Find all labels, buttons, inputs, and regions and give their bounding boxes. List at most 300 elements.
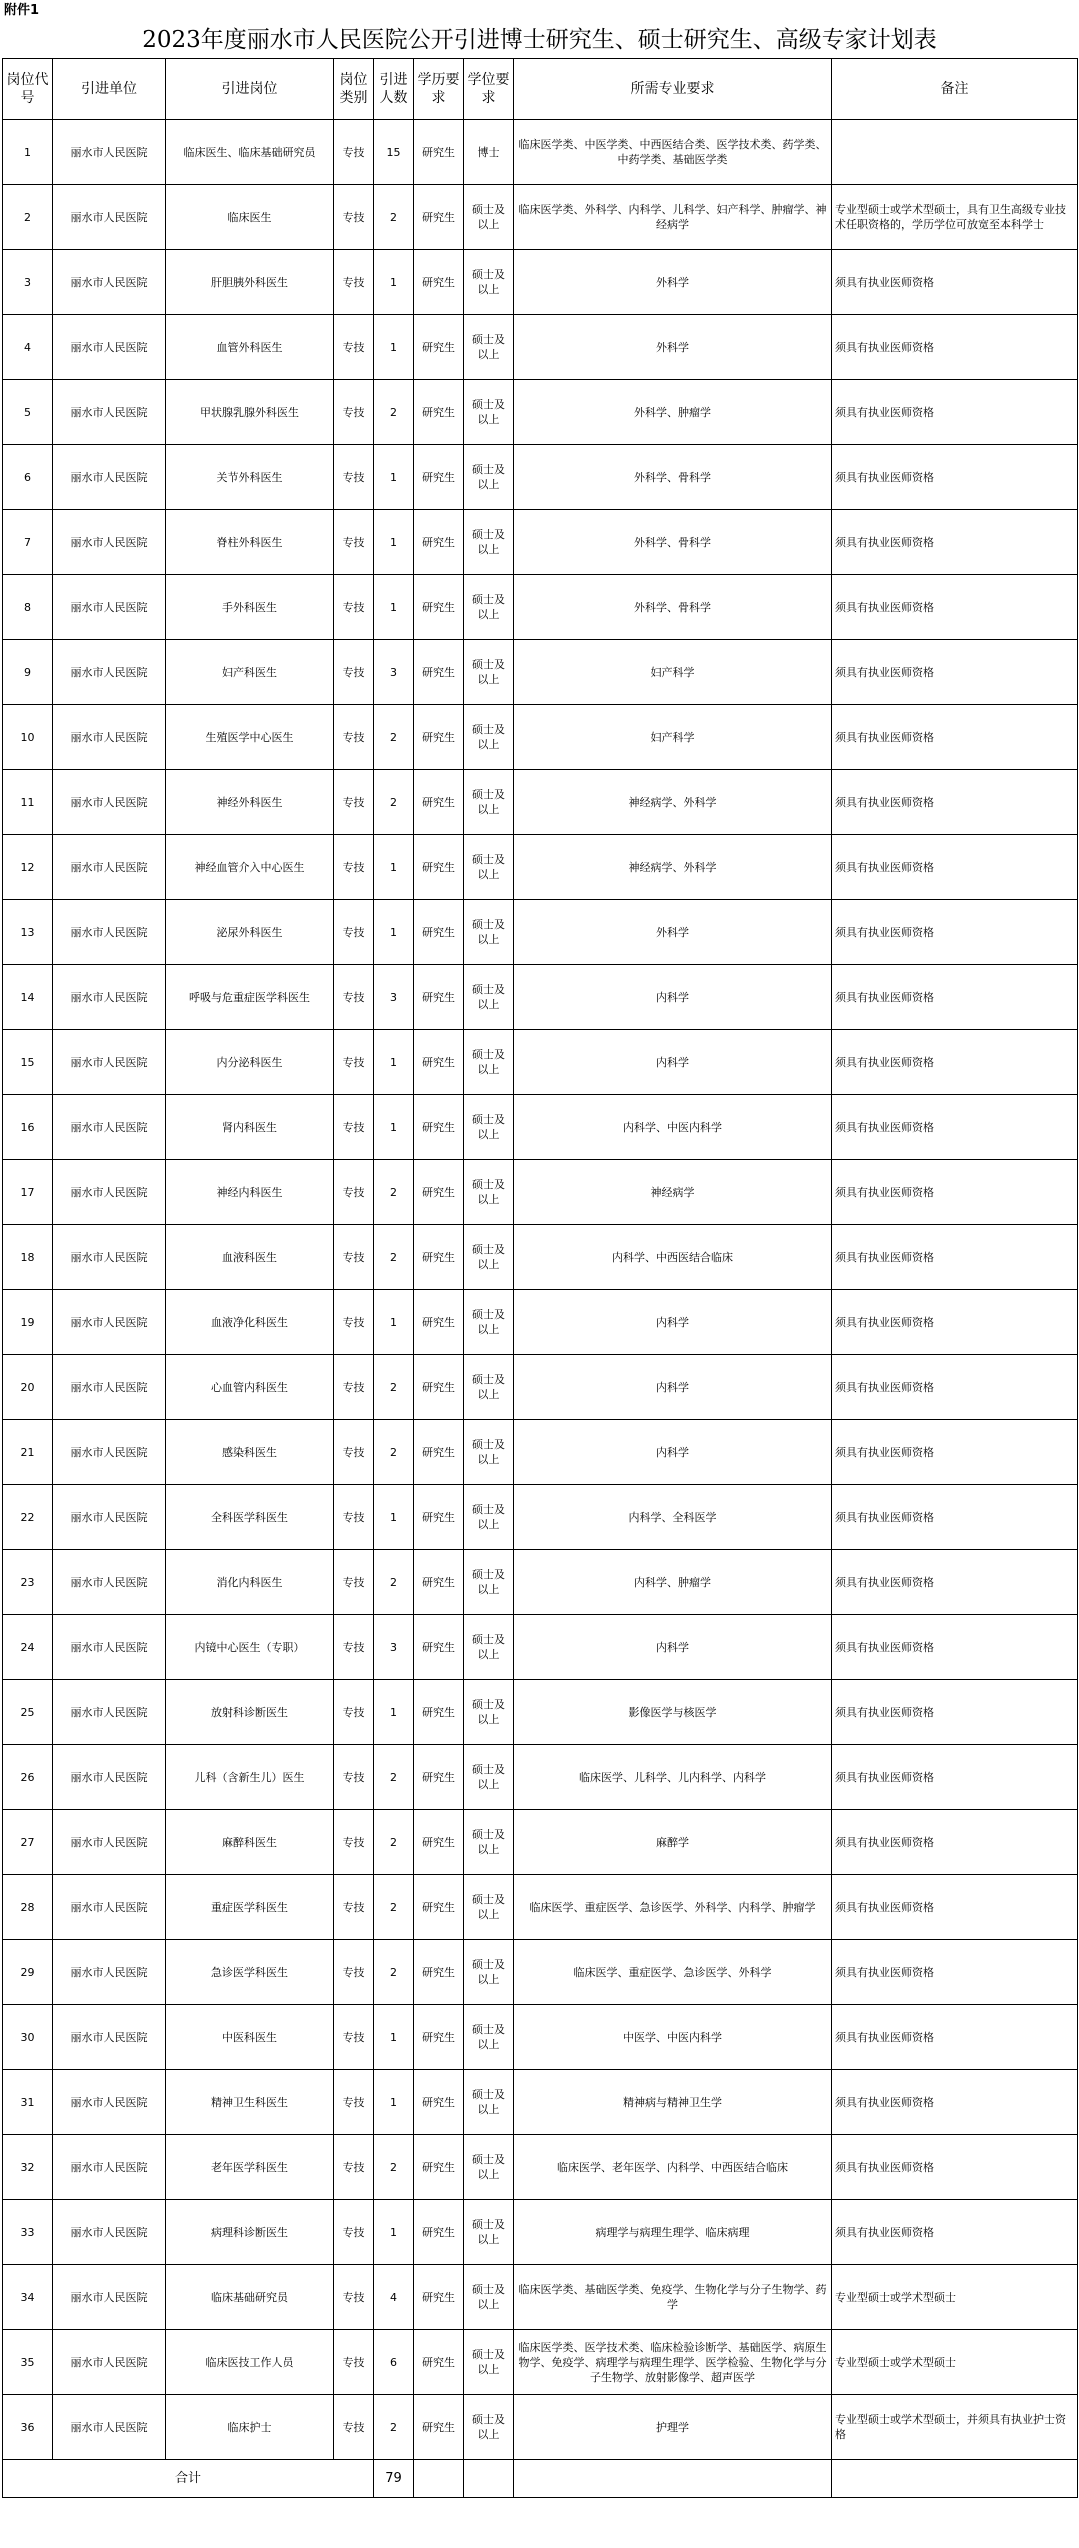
cell-education: 研究生 — [414, 835, 464, 900]
cell-major: 神经病学 — [514, 1160, 832, 1225]
cell-note: 须具有执业医师资格 — [832, 1875, 1078, 1940]
table-row — [3, 250, 1078, 315]
cell-post: 关节外科医生 — [166, 445, 334, 510]
cell-degree: 硕士及以上 — [464, 315, 514, 380]
table-row — [3, 2200, 1078, 2265]
cell-major: 外科学 — [514, 900, 832, 965]
table-row — [3, 1355, 1078, 1420]
cell-degree: 硕士及以上 — [464, 640, 514, 705]
cell-post: 临床医生 — [166, 185, 334, 250]
cell-unit: 丽水市人民医院 — [53, 2005, 166, 2070]
cell-major: 病理学与病理生理学、临床病理 — [514, 2200, 832, 2265]
cell-degree: 硕士及以上 — [464, 250, 514, 315]
header-post: 引进岗位 — [166, 59, 334, 120]
cell-post-code: 6 — [3, 445, 53, 510]
cell-education: 研究生 — [414, 1095, 464, 1160]
cell-unit: 丽水市人民医院 — [53, 2395, 166, 2460]
cell-count: 2 — [374, 185, 414, 250]
table-row — [3, 1550, 1078, 1615]
cell-post: 全科医学科医生 — [166, 1485, 334, 1550]
cell-post-code: 28 — [3, 1875, 53, 1940]
cell-post-type: 专技 — [334, 965, 374, 1030]
cell-post-code: 27 — [3, 1810, 53, 1875]
cell-major: 精神病与精神卫生学 — [514, 2070, 832, 2135]
cell-post: 感染科医生 — [166, 1420, 334, 1485]
recruitment-table — [2, 58, 1078, 2498]
cell-count: 1 — [374, 1030, 414, 1095]
table-row — [3, 2395, 1078, 2460]
cell-post-type: 专技 — [334, 1745, 374, 1810]
table-row — [3, 1160, 1078, 1225]
cell-note: 须具有执业医师资格 — [832, 1225, 1078, 1290]
cell-post-code: 3 — [3, 250, 53, 315]
cell-note — [832, 120, 1078, 185]
cell-note: 须具有执业医师资格 — [832, 1745, 1078, 1810]
cell-note: 须具有执业医师资格 — [832, 445, 1078, 510]
cell-unit: 丽水市人民医院 — [53, 1810, 166, 1875]
cell-unit: 丽水市人民医院 — [53, 1290, 166, 1355]
cell-post-type: 专技 — [334, 2005, 374, 2070]
cell-major: 临床医学、重症医学、急诊医学、外科学、内科学、肿瘤学 — [514, 1875, 832, 1940]
cell-post: 血液净化科医生 — [166, 1290, 334, 1355]
cell-post-type: 专技 — [334, 120, 374, 185]
cell-post-type: 专技 — [334, 1810, 374, 1875]
cell-count: 2 — [374, 1810, 414, 1875]
cell-major: 临床医学、儿科学、儿内科学、内科学 — [514, 1745, 832, 1810]
cell-count: 2 — [374, 1875, 414, 1940]
cell-post: 神经外科医生 — [166, 770, 334, 835]
cell-degree: 硕士及以上 — [464, 445, 514, 510]
cell-post-code: 35 — [3, 2330, 53, 2395]
cell-major: 内科学、中医内科学 — [514, 1095, 832, 1160]
cell-education: 研究生 — [414, 1940, 464, 2005]
cell-post-code: 17 — [3, 1160, 53, 1225]
table-row — [3, 1810, 1078, 1875]
cell-unit: 丽水市人民医院 — [53, 640, 166, 705]
cell-post-type: 专技 — [334, 445, 374, 510]
cell-post-code: 34 — [3, 2265, 53, 2330]
cell-post-code: 14 — [3, 965, 53, 1030]
cell-degree: 硕士及以上 — [464, 1030, 514, 1095]
cell-count: 2 — [374, 705, 414, 770]
cell-major: 内科学 — [514, 1615, 832, 1680]
cell-post-code: 31 — [3, 2070, 53, 2135]
header-note: 备注 — [832, 59, 1078, 120]
cell-education: 研究生 — [414, 705, 464, 770]
cell-count: 2 — [374, 380, 414, 445]
table-row — [3, 1095, 1078, 1160]
cell-major: 内科学 — [514, 965, 832, 1030]
cell-degree: 硕士及以上 — [464, 2005, 514, 2070]
cell-education: 研究生 — [414, 1225, 464, 1290]
cell-post-type: 专技 — [334, 1160, 374, 1225]
cell-post-type: 专技 — [334, 1485, 374, 1550]
cell-post-type: 专技 — [334, 705, 374, 770]
cell-post-code: 21 — [3, 1420, 53, 1485]
cell-major: 外科学 — [514, 315, 832, 380]
table-row — [3, 1680, 1078, 1745]
cell-post-code: 29 — [3, 1940, 53, 2005]
cell-post-code: 18 — [3, 1225, 53, 1290]
cell-note: 须具有执业医师资格 — [832, 2135, 1078, 2200]
cell-education: 研究生 — [414, 770, 464, 835]
header-row — [3, 59, 1078, 120]
cell-note: 须具有执业医师资格 — [832, 965, 1078, 1030]
cell-degree: 硕士及以上 — [464, 835, 514, 900]
cell-major: 临床医学类、外科学、内科学、儿科学、妇产科学、肿瘤学、神经病学 — [514, 185, 832, 250]
cell-post-type: 专技 — [334, 2330, 374, 2395]
cell-degree: 硕士及以上 — [464, 1810, 514, 1875]
table-row — [3, 1940, 1078, 2005]
cell-count: 2 — [374, 2135, 414, 2200]
cell-unit: 丽水市人民医院 — [53, 1095, 166, 1160]
cell-count: 2 — [374, 1420, 414, 1485]
cell-count: 2 — [374, 1745, 414, 1810]
cell-note: 须具有执业医师资格 — [832, 1680, 1078, 1745]
cell-count: 2 — [374, 1355, 414, 1420]
cell-post-code: 1 — [3, 120, 53, 185]
cell-major: 内科学 — [514, 1355, 832, 1420]
table-row — [3, 640, 1078, 705]
cell-note: 须具有执业医师资格 — [832, 510, 1078, 575]
cell-post: 内分泌科医生 — [166, 1030, 334, 1095]
cell-education: 研究生 — [414, 575, 464, 640]
cell-count: 1 — [374, 575, 414, 640]
cell-post: 血管外科医生 — [166, 315, 334, 380]
cell-degree: 硕士及以上 — [464, 1745, 514, 1810]
cell-education: 研究生 — [414, 1680, 464, 1745]
total-empty-cell — [464, 2460, 514, 2498]
cell-education: 研究生 — [414, 315, 464, 380]
cell-note: 专业型硕士或学术型硕士，具有卫生高级专业技术任职资格的，学历学位可放宽至本科学士 — [832, 185, 1078, 250]
cell-post-type: 专技 — [334, 1550, 374, 1615]
cell-post: 甲状腺乳腺外科医生 — [166, 380, 334, 445]
cell-major: 神经病学、外科学 — [514, 770, 832, 835]
cell-degree: 硕士及以上 — [464, 185, 514, 250]
cell-degree: 硕士及以上 — [464, 900, 514, 965]
cell-major: 外科学、骨科学 — [514, 445, 832, 510]
cell-education: 研究生 — [414, 1355, 464, 1420]
total-row — [3, 2460, 1078, 2498]
cell-post: 病理科诊断医生 — [166, 2200, 334, 2265]
cell-count: 1 — [374, 250, 414, 315]
cell-post-code: 23 — [3, 1550, 53, 1615]
cell-post: 血液科医生 — [166, 1225, 334, 1290]
cell-post-code: 2 — [3, 185, 53, 250]
table-row — [3, 705, 1078, 770]
cell-major: 内科学、全科医学 — [514, 1485, 832, 1550]
cell-unit: 丽水市人民医院 — [53, 315, 166, 380]
cell-degree: 硕士及以上 — [464, 2330, 514, 2395]
cell-degree: 硕士及以上 — [464, 1940, 514, 2005]
cell-post: 临床医技工作人员 — [166, 2330, 334, 2395]
cell-post-type: 专技 — [334, 510, 374, 575]
cell-major: 内科学 — [514, 1030, 832, 1095]
cell-post-code: 24 — [3, 1615, 53, 1680]
cell-post-code: 19 — [3, 1290, 53, 1355]
cell-count: 2 — [374, 2395, 414, 2460]
cell-note: 须具有执业医师资格 — [832, 1810, 1078, 1875]
cell-post-code: 11 — [3, 770, 53, 835]
cell-education: 研究生 — [414, 2070, 464, 2135]
table-row — [3, 1875, 1078, 1940]
table-row — [3, 445, 1078, 510]
header-post-type: 岗位类别 — [334, 59, 374, 120]
cell-unit: 丽水市人民医院 — [53, 2135, 166, 2200]
cell-education: 研究生 — [414, 120, 464, 185]
cell-education: 研究生 — [414, 1290, 464, 1355]
cell-post-code: 15 — [3, 1030, 53, 1095]
cell-post-code: 32 — [3, 2135, 53, 2200]
cell-post-code: 8 — [3, 575, 53, 640]
cell-education: 研究生 — [414, 1875, 464, 1940]
cell-major: 影像医学与核医学 — [514, 1680, 832, 1745]
cell-count: 2 — [374, 1940, 414, 2005]
cell-education: 研究生 — [414, 1810, 464, 1875]
cell-note: 须具有执业医师资格 — [832, 315, 1078, 380]
cell-count: 2 — [374, 1550, 414, 1615]
cell-post: 放射科诊断医生 — [166, 1680, 334, 1745]
cell-count: 15 — [374, 120, 414, 185]
cell-unit: 丽水市人民医院 — [53, 1030, 166, 1095]
cell-note: 须具有执业医师资格 — [832, 380, 1078, 445]
cell-post-code: 20 — [3, 1355, 53, 1420]
cell-major: 麻醉学 — [514, 1810, 832, 1875]
cell-count: 2 — [374, 1160, 414, 1225]
cell-post-code: 13 — [3, 900, 53, 965]
cell-post: 生殖医学中心医生 — [166, 705, 334, 770]
cell-post-type: 专技 — [334, 2200, 374, 2265]
cell-post-type: 专技 — [334, 2265, 374, 2330]
table-row — [3, 965, 1078, 1030]
cell-note: 须具有执业医师资格 — [832, 1095, 1078, 1160]
cell-post: 临床医生、临床基础研究员 — [166, 120, 334, 185]
cell-count: 1 — [374, 1680, 414, 1745]
cell-count: 1 — [374, 445, 414, 510]
table-row — [3, 835, 1078, 900]
table-row — [3, 770, 1078, 835]
cell-major: 内科学、中西医结合临床 — [514, 1225, 832, 1290]
table-row — [3, 900, 1078, 965]
cell-post-type: 专技 — [334, 1420, 374, 1485]
cell-major: 护理学 — [514, 2395, 832, 2460]
cell-major: 中医学、中医内科学 — [514, 2005, 832, 2070]
cell-major: 神经病学、外科学 — [514, 835, 832, 900]
table-row — [3, 1615, 1078, 1680]
cell-post-code: 36 — [3, 2395, 53, 2460]
cell-unit: 丽水市人民医院 — [53, 1160, 166, 1225]
cell-major: 外科学、骨科学 — [514, 575, 832, 640]
cell-unit: 丽水市人民医院 — [53, 1550, 166, 1615]
cell-count: 3 — [374, 965, 414, 1030]
cell-count: 4 — [374, 2265, 414, 2330]
cell-unit: 丽水市人民医院 — [53, 1225, 166, 1290]
cell-unit: 丽水市人民医院 — [53, 120, 166, 185]
cell-post: 重症医学科医生 — [166, 1875, 334, 1940]
cell-unit: 丽水市人民医院 — [53, 835, 166, 900]
cell-note: 须具有执业医师资格 — [832, 835, 1078, 900]
cell-degree: 硕士及以上 — [464, 705, 514, 770]
cell-major: 妇产科学 — [514, 705, 832, 770]
cell-post-code: 12 — [3, 835, 53, 900]
cell-post-type: 专技 — [334, 575, 374, 640]
cell-note: 须具有执业医师资格 — [832, 575, 1078, 640]
cell-education: 研究生 — [414, 1160, 464, 1225]
cell-education: 研究生 — [414, 965, 464, 1030]
cell-note: 须具有执业医师资格 — [832, 1615, 1078, 1680]
cell-education: 研究生 — [414, 1485, 464, 1550]
table-row — [3, 380, 1078, 445]
cell-degree: 硕士及以上 — [464, 965, 514, 1030]
cell-note: 须具有执业医师资格 — [832, 900, 1078, 965]
cell-degree: 硕士及以上 — [464, 380, 514, 445]
table-row — [3, 2005, 1078, 2070]
cell-post-type: 专技 — [334, 250, 374, 315]
cell-education: 研究生 — [414, 380, 464, 445]
cell-major: 妇产科学 — [514, 640, 832, 705]
cell-degree: 硕士及以上 — [464, 1485, 514, 1550]
cell-education: 研究生 — [414, 2005, 464, 2070]
cell-post-type: 专技 — [334, 1615, 374, 1680]
header-major: 所需专业要求 — [514, 59, 832, 120]
cell-note: 须具有执业医师资格 — [832, 640, 1078, 705]
cell-degree: 硕士及以上 — [464, 2070, 514, 2135]
cell-post: 神经内科医生 — [166, 1160, 334, 1225]
cell-note: 须具有执业医师资格 — [832, 1290, 1078, 1355]
cell-major: 外科学、骨科学 — [514, 510, 832, 575]
cell-post: 临床基础研究员 — [166, 2265, 334, 2330]
table-row — [3, 2265, 1078, 2330]
cell-post-type: 专技 — [334, 770, 374, 835]
cell-count: 1 — [374, 1485, 414, 1550]
cell-unit: 丽水市人民医院 — [53, 380, 166, 445]
header-count: 引进人数 — [374, 59, 414, 120]
cell-post: 肝胆胰外科医生 — [166, 250, 334, 315]
cell-post: 急诊医学科医生 — [166, 1940, 334, 2005]
header-education: 学历要求 — [414, 59, 464, 120]
cell-count: 1 — [374, 900, 414, 965]
cell-count: 1 — [374, 510, 414, 575]
cell-note: 须具有执业医师资格 — [832, 1485, 1078, 1550]
table-row — [3, 1745, 1078, 1810]
cell-post-type: 专技 — [334, 1290, 374, 1355]
cell-degree: 博士 — [464, 120, 514, 185]
cell-unit: 丽水市人民医院 — [53, 1940, 166, 2005]
cell-education: 研究生 — [414, 250, 464, 315]
cell-post-code: 33 — [3, 2200, 53, 2265]
cell-degree: 硕士及以上 — [464, 1225, 514, 1290]
cell-post-type: 专技 — [334, 315, 374, 380]
cell-education: 研究生 — [414, 2330, 464, 2395]
cell-major: 临床医学类、基础医学类、免疫学、生物化学与分子生物学、药学 — [514, 2265, 832, 2330]
cell-post: 儿科（含新生儿）医生 — [166, 1745, 334, 1810]
table-row — [3, 575, 1078, 640]
cell-degree: 硕士及以上 — [464, 2395, 514, 2460]
cell-degree: 硕士及以上 — [464, 2265, 514, 2330]
cell-post: 妇产科医生 — [166, 640, 334, 705]
cell-unit: 丽水市人民医院 — [53, 1420, 166, 1485]
table-row — [3, 510, 1078, 575]
cell-post-type: 专技 — [334, 380, 374, 445]
table-row — [3, 1030, 1078, 1095]
cell-note: 须具有执业医师资格 — [832, 250, 1078, 315]
cell-degree: 硕士及以上 — [464, 1550, 514, 1615]
cell-major: 内科学 — [514, 1420, 832, 1485]
cell-post: 麻醉科医生 — [166, 1810, 334, 1875]
cell-unit: 丽水市人民医院 — [53, 1615, 166, 1680]
cell-note: 须具有执业医师资格 — [832, 1355, 1078, 1420]
cell-major: 内科学、肿瘤学 — [514, 1550, 832, 1615]
table-row — [3, 1485, 1078, 1550]
table-row — [3, 1225, 1078, 1290]
cell-degree: 硕士及以上 — [464, 2200, 514, 2265]
cell-post-type: 专技 — [334, 185, 374, 250]
cell-education: 研究生 — [414, 2265, 464, 2330]
cell-note: 须具有执业医师资格 — [832, 705, 1078, 770]
cell-post: 临床护士 — [166, 2395, 334, 2460]
cell-count: 1 — [374, 315, 414, 380]
cell-post: 神经血管介入中心医生 — [166, 835, 334, 900]
table-row — [3, 1290, 1078, 1355]
cell-degree: 硕士及以上 — [464, 1615, 514, 1680]
cell-unit: 丽水市人民医院 — [53, 250, 166, 315]
cell-count: 1 — [374, 2200, 414, 2265]
cell-count: 6 — [374, 2330, 414, 2395]
cell-post-type: 专技 — [334, 1680, 374, 1745]
cell-unit: 丽水市人民医院 — [53, 510, 166, 575]
total-empty-cell — [832, 2460, 1078, 2498]
cell-education: 研究生 — [414, 900, 464, 965]
header-post-code: 岗位代号 — [3, 59, 53, 120]
table-row — [3, 1420, 1078, 1485]
cell-post-type: 专技 — [334, 900, 374, 965]
cell-note: 须具有执业医师资格 — [832, 1030, 1078, 1095]
cell-count: 1 — [374, 1290, 414, 1355]
cell-education: 研究生 — [414, 1615, 464, 1680]
cell-major: 临床医学、重症医学、急诊医学、外科学 — [514, 1940, 832, 2005]
cell-degree: 硕士及以上 — [464, 1095, 514, 1160]
cell-post-type: 专技 — [334, 2395, 374, 2460]
cell-education: 研究生 — [414, 185, 464, 250]
cell-note: 须具有执业医师资格 — [832, 1550, 1078, 1615]
cell-post-type: 专技 — [334, 1940, 374, 2005]
cell-education: 研究生 — [414, 510, 464, 575]
cell-note: 须具有执业医师资格 — [832, 2070, 1078, 2135]
cell-unit: 丽水市人民医院 — [53, 1680, 166, 1745]
cell-post-type: 专技 — [334, 2135, 374, 2200]
cell-post-type: 专技 — [334, 1225, 374, 1290]
cell-education: 研究生 — [414, 640, 464, 705]
cell-unit: 丽水市人民医院 — [53, 185, 166, 250]
cell-count: 3 — [374, 640, 414, 705]
cell-degree: 硕士及以上 — [464, 1160, 514, 1225]
cell-unit: 丽水市人民医院 — [53, 1875, 166, 1940]
cell-post-code: 25 — [3, 1680, 53, 1745]
cell-education: 研究生 — [414, 2135, 464, 2200]
cell-post-code: 30 — [3, 2005, 53, 2070]
cell-post: 中医科医生 — [166, 2005, 334, 2070]
cell-post-type: 专技 — [334, 2070, 374, 2135]
cell-count: 2 — [374, 1225, 414, 1290]
cell-post: 老年医学科医生 — [166, 2135, 334, 2200]
cell-major: 临床医学、老年医学、内科学、中西医结合临床 — [514, 2135, 832, 2200]
cell-post: 精神卫生科医生 — [166, 2070, 334, 2135]
table-row — [3, 2330, 1078, 2395]
table-row — [3, 2135, 1078, 2200]
cell-unit: 丽水市人民医院 — [53, 705, 166, 770]
cell-count: 1 — [374, 835, 414, 900]
cell-major: 外科学、肿瘤学 — [514, 380, 832, 445]
